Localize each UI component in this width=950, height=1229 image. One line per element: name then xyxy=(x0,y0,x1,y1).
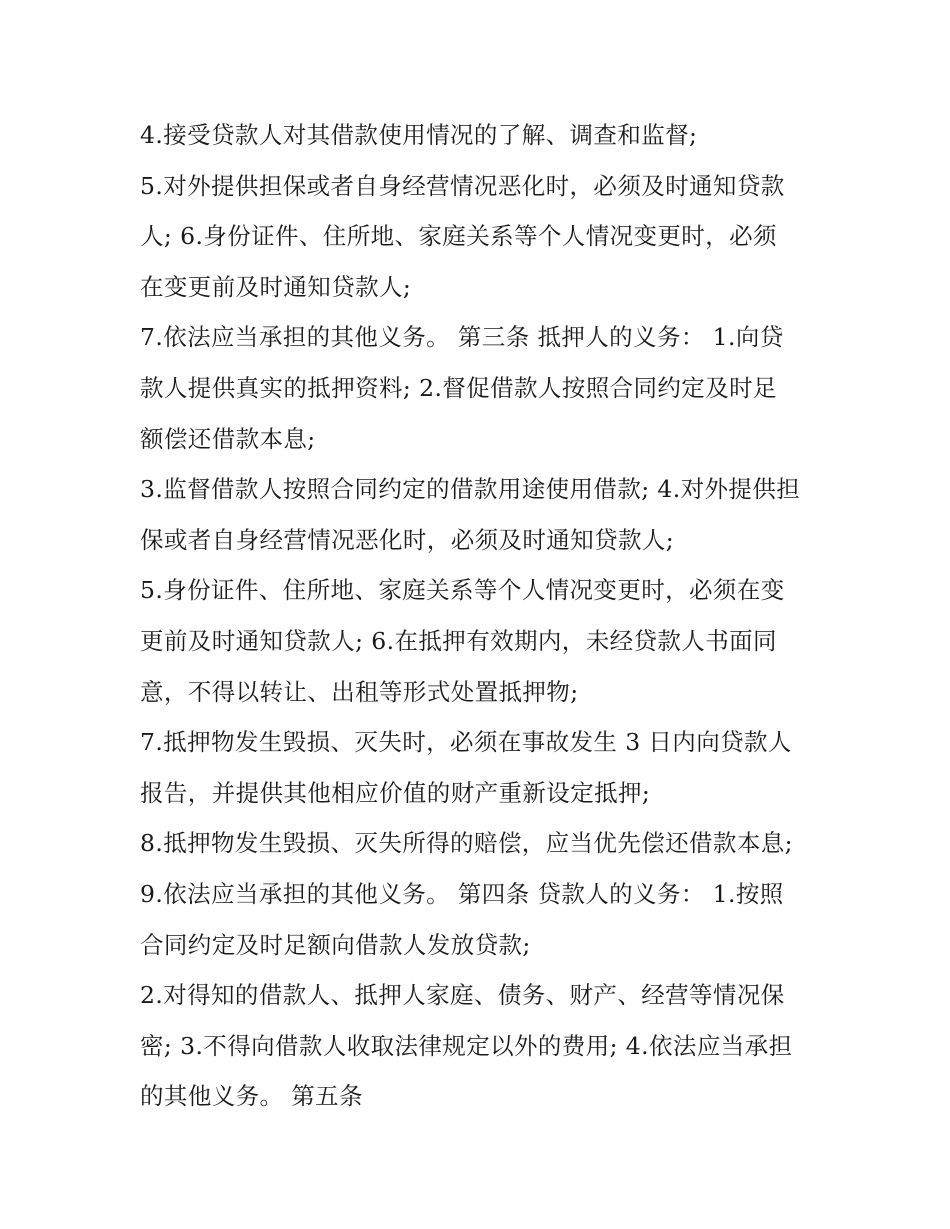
paragraph xyxy=(140,869,812,970)
text-line: 人; 6.身份证件、住所地、家庭关系等个人情况变更时，必须 xyxy=(140,222,777,251)
text-line: 额偿还借款本息; xyxy=(140,424,316,453)
paragraph xyxy=(140,161,812,313)
text-line: 报告，并提供其他相应价值的财产重新设定抵押; xyxy=(140,778,651,807)
text-line: 意，不得以转让、出租等形式处置抵押物; xyxy=(140,677,579,706)
paragraph xyxy=(140,717,812,818)
text-line: 合同约定及时足额向借款人发放贷款; xyxy=(140,930,531,959)
text-line: 5.对外提供担保或者自身经营情况恶化时，必须及时通知贷款 xyxy=(140,171,785,200)
paragraph xyxy=(140,312,812,464)
text-line: 密; 3.不得向借款人收取法律规定以外的费用; 4.依法应当承担 xyxy=(140,1031,793,1060)
text-line: 在变更前及时通知贷款人; xyxy=(140,272,412,301)
paragraph xyxy=(140,970,812,1122)
text-line: 款人提供真实的抵押资料; 2.督促借款人按照合同约定及时足 xyxy=(140,373,777,402)
text-line: 5.身份证件、住所地、家庭关系等个人情况变更时，必须在变 xyxy=(140,576,785,605)
text-line: 3.监督借款人按照合同约定的借款用途使用借款; 4.对外提供担 xyxy=(140,475,801,504)
text-line: 2.对得知的借款人、抵押人家庭、债务、财产、经营等情况保 xyxy=(140,981,785,1010)
document-body xyxy=(140,110,812,1122)
paragraph xyxy=(140,565,812,717)
text-line: 保或者自身经营情况恶化时，必须及时通知贷款人; xyxy=(140,525,675,554)
text-line: 9.依法应当承担的其他义务。 第四条 贷款人的义务： 1.按照 xyxy=(140,879,784,908)
text-line: 8.抵押物发生毁损、灭失所得的赔偿，应当优先偿还借款本息; xyxy=(140,829,793,858)
text-line: 7.依法应当承担的其他义务。 第三条 抵押人的义务： 1.向贷 xyxy=(140,323,784,352)
text-line: 7.抵押物发生毁损、灭失时，必须在事故发生 3 日内向贷款人 xyxy=(140,728,792,757)
paragraph xyxy=(140,818,812,869)
text-line: 的其他义务。 第五条 xyxy=(140,1082,363,1111)
text-line: 更前及时通知贷款人; 6.在抵押有效期内，未经贷款人书面同 xyxy=(140,626,777,655)
text-line: 4.接受贷款人对其借款使用情况的了解、调查和监督; xyxy=(140,121,698,149)
paragraph xyxy=(140,110,812,161)
paragraph xyxy=(140,464,812,565)
